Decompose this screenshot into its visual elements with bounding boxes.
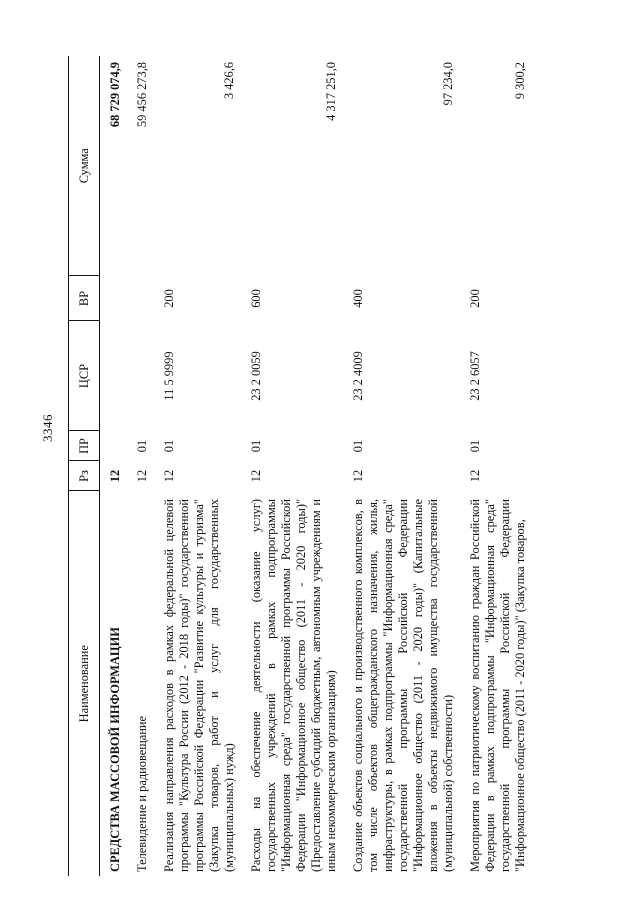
row-name: СРЕДСТВА МАССОВОЙ ИНФОРМАЦИИ xyxy=(108,627,122,872)
table-row xyxy=(100,56,130,876)
row-vr: 400 xyxy=(351,289,365,308)
table-header-row xyxy=(69,56,100,876)
row-sum: 68 729 074,9 xyxy=(108,62,122,128)
budget-table xyxy=(68,56,534,876)
row-sum: 3 426,6 xyxy=(222,62,236,100)
row-pr: 01 xyxy=(162,439,176,453)
row-pr: 01 xyxy=(468,439,482,453)
row-rz: 12 xyxy=(135,469,149,483)
row-csr: 23 2 0059 xyxy=(249,351,263,401)
row-csr: 11 5 9999 xyxy=(162,351,176,401)
row-vr: 200 xyxy=(468,289,482,308)
row-name: Расходы на обеспечение деятельности (оказание услуг) государственных учреждений в рамках подпрограммы "Информационная среда" государственной программы Российской Федерации "Информационное общество (2011 - 2020 годы)" (Предоставление субсидий бюджетным, автономным учреждениям и иным некоммерческим организациям) xyxy=(249,499,338,872)
header-sum: Сумма xyxy=(69,56,100,276)
row-sum: 4 317 251,0 xyxy=(324,62,338,121)
header-csr: ЦСР xyxy=(69,321,100,431)
row-sum: 97 234,0 xyxy=(441,62,455,106)
row-name: Мероприятия по патриотическому воспитанию граждан Российской Федерации в рамках подпрограммы "Информационная среда" государственной программы Российской Федерации "Информационное общество (2011 - 2020 годы)" (Закупка товаров, xyxy=(468,499,527,872)
row-rz: 12 xyxy=(249,469,263,483)
header-rz: Рз xyxy=(69,461,100,491)
rotated-page-content xyxy=(68,56,598,876)
row-name: Создание объектов социального и производственного комплексов, в том числе объектов общегражданского назначения, жилья, инфраструктуры, в рамках подпрограммы "Информационная среда" государственной программы Российской Федерации "Информационное общество (2011 - 2020 годы)" (Капитальные вложения в объекты недвижимого имущества государственной (муниципальной) собственности) xyxy=(351,499,455,872)
row-pr: 01 xyxy=(249,439,263,453)
table-row xyxy=(345,56,462,876)
header-name: Наименование xyxy=(69,491,100,876)
row-rz: 12 xyxy=(162,469,176,483)
row-name: Реализация направления расходов в рамках федеральной целевой программы "Культура России (2012 - 2018 годы)" государственной программы Российской Федерации "Развитие культуры и туризма" (Закупка товаров, работ и услуг для государственных (муниципальных) нужд) xyxy=(162,499,236,872)
header-vr: ВР xyxy=(69,276,100,321)
row-csr xyxy=(129,321,156,431)
row-pr xyxy=(100,431,130,461)
table-row xyxy=(462,56,534,876)
row-csr: 23 2 6057 xyxy=(468,351,482,401)
row-csr xyxy=(100,321,130,431)
row-name: Телевидение и радиовещание xyxy=(135,715,149,872)
row-vr xyxy=(129,276,156,321)
row-csr: 23 2 4009 xyxy=(351,351,365,401)
table-row xyxy=(243,56,345,876)
row-vr: 600 xyxy=(249,289,263,308)
row-pr: 01 xyxy=(351,439,365,453)
row-rz: 12 xyxy=(108,469,122,483)
row-rz: 12 xyxy=(468,469,482,483)
row-pr: 01 xyxy=(135,439,149,453)
row-vr xyxy=(100,276,130,321)
table-row xyxy=(129,56,156,876)
row-sum: 59 456 273,8 xyxy=(135,62,149,128)
row-sum: 9 300,2 xyxy=(513,62,527,100)
header-pr: ПР xyxy=(69,431,100,461)
page-number: 3346 xyxy=(40,414,55,442)
table-row xyxy=(156,56,243,876)
row-rz: 12 xyxy=(351,469,365,483)
row-vr: 200 xyxy=(162,289,176,308)
